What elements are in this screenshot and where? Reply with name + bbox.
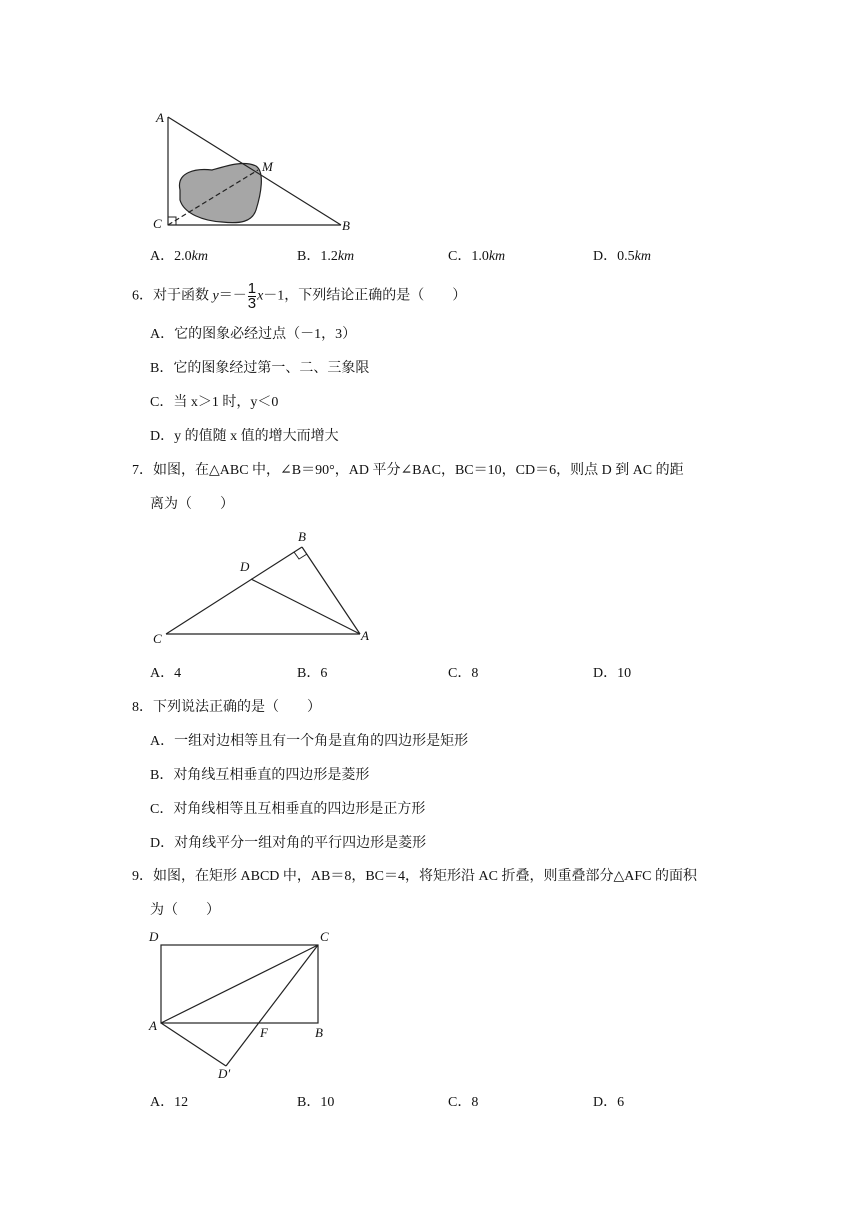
- q9-option-c[interactable]: C．8: [448, 1095, 479, 1110]
- q8-option-a[interactable]: A．一组对边相等且有一个角是直角的四边形是矩形: [150, 734, 469, 749]
- q7-option-a[interactable]: A．4: [150, 666, 182, 681]
- q7-option-b[interactable]: B．6: [297, 666, 328, 681]
- q6-option-d[interactable]: D．y 的值随 x 值的增大而增大: [150, 429, 339, 444]
- fig9-label-d-prime: D′: [218, 1066, 231, 1081]
- fig9-label-d: D: [149, 929, 159, 944]
- fig7-label-c: C: [153, 631, 162, 646]
- fig5-label-c: C: [153, 216, 162, 231]
- q7-stem-line2: 离为（ ）: [150, 497, 234, 512]
- fig9-label-f: F: [260, 1025, 268, 1040]
- fig9-label-a: A: [149, 1018, 157, 1033]
- q5-option-a[interactable]: A．2.0km: [150, 249, 208, 264]
- q8-stem: 8．下列说法正确的是（ ）: [132, 700, 321, 715]
- q9-stem-line1: 9．如图，在矩形 ABCD 中，AB＝8，BC＝4，将矩形沿 AC 折叠，则重叠部分△AFC 的面积: [132, 869, 697, 884]
- fig5-label-a: A: [156, 110, 164, 125]
- q9-option-b[interactable]: B．10: [297, 1095, 335, 1110]
- diagonal-ac: [161, 945, 318, 1023]
- q6-option-a[interactable]: A．它的图象必经过点（－1，3）: [150, 327, 357, 342]
- line-ad-prime: [161, 1023, 226, 1066]
- fig7-label-a: A: [361, 628, 369, 643]
- fig9-label-c: C: [320, 929, 329, 944]
- fig7-label-d: D: [240, 559, 250, 574]
- q9-option-a[interactable]: A．12: [150, 1095, 189, 1110]
- fig5-label-b: B: [342, 218, 350, 233]
- q8-option-d[interactable]: D．对角线平分一组对角的平行四边形是菱形: [150, 836, 427, 851]
- q7-option-d[interactable]: D．10: [593, 666, 632, 681]
- fraction-one-third: $\frac{1}{3}$: [247, 280, 257, 312]
- q9-stem-line2: 为（ ）: [150, 903, 220, 918]
- q5-option-c[interactable]: C．1.0km: [448, 249, 506, 264]
- line-cd-prime: [226, 945, 318, 1066]
- q7-stem-line1: 7．如图，在△ABC 中，∠B＝90°，AD 平分∠BAC，BC＝10，CD＝6，则点 D 到 AC 的距: [132, 463, 684, 478]
- q6-stem: 6．对于函数 y＝－ $\frac{1}{3}$ x－1，下列结论正确的是（ ）: [132, 280, 467, 312]
- q5-option-b[interactable]: B．1.2km: [297, 249, 355, 264]
- q7-option-c[interactable]: C．8: [448, 666, 479, 681]
- fig7-label-b: B: [298, 529, 306, 544]
- fig9-label-b: B: [315, 1025, 323, 1040]
- q5-option-d[interactable]: D．0.5km: [593, 249, 651, 264]
- q6-option-b[interactable]: B．它的图象经过第一、二、三象限: [150, 361, 370, 376]
- q9-option-d[interactable]: D．6: [593, 1095, 625, 1110]
- q8-option-c[interactable]: C．对角线相等且互相垂直的四边形是正方形: [150, 802, 426, 817]
- q8-option-b[interactable]: B．对角线互相垂直的四边形是菱形: [150, 768, 370, 783]
- fig5-label-m: M: [262, 159, 273, 174]
- q6-option-c[interactable]: C．当 x＞1 时，y＜0: [150, 395, 279, 410]
